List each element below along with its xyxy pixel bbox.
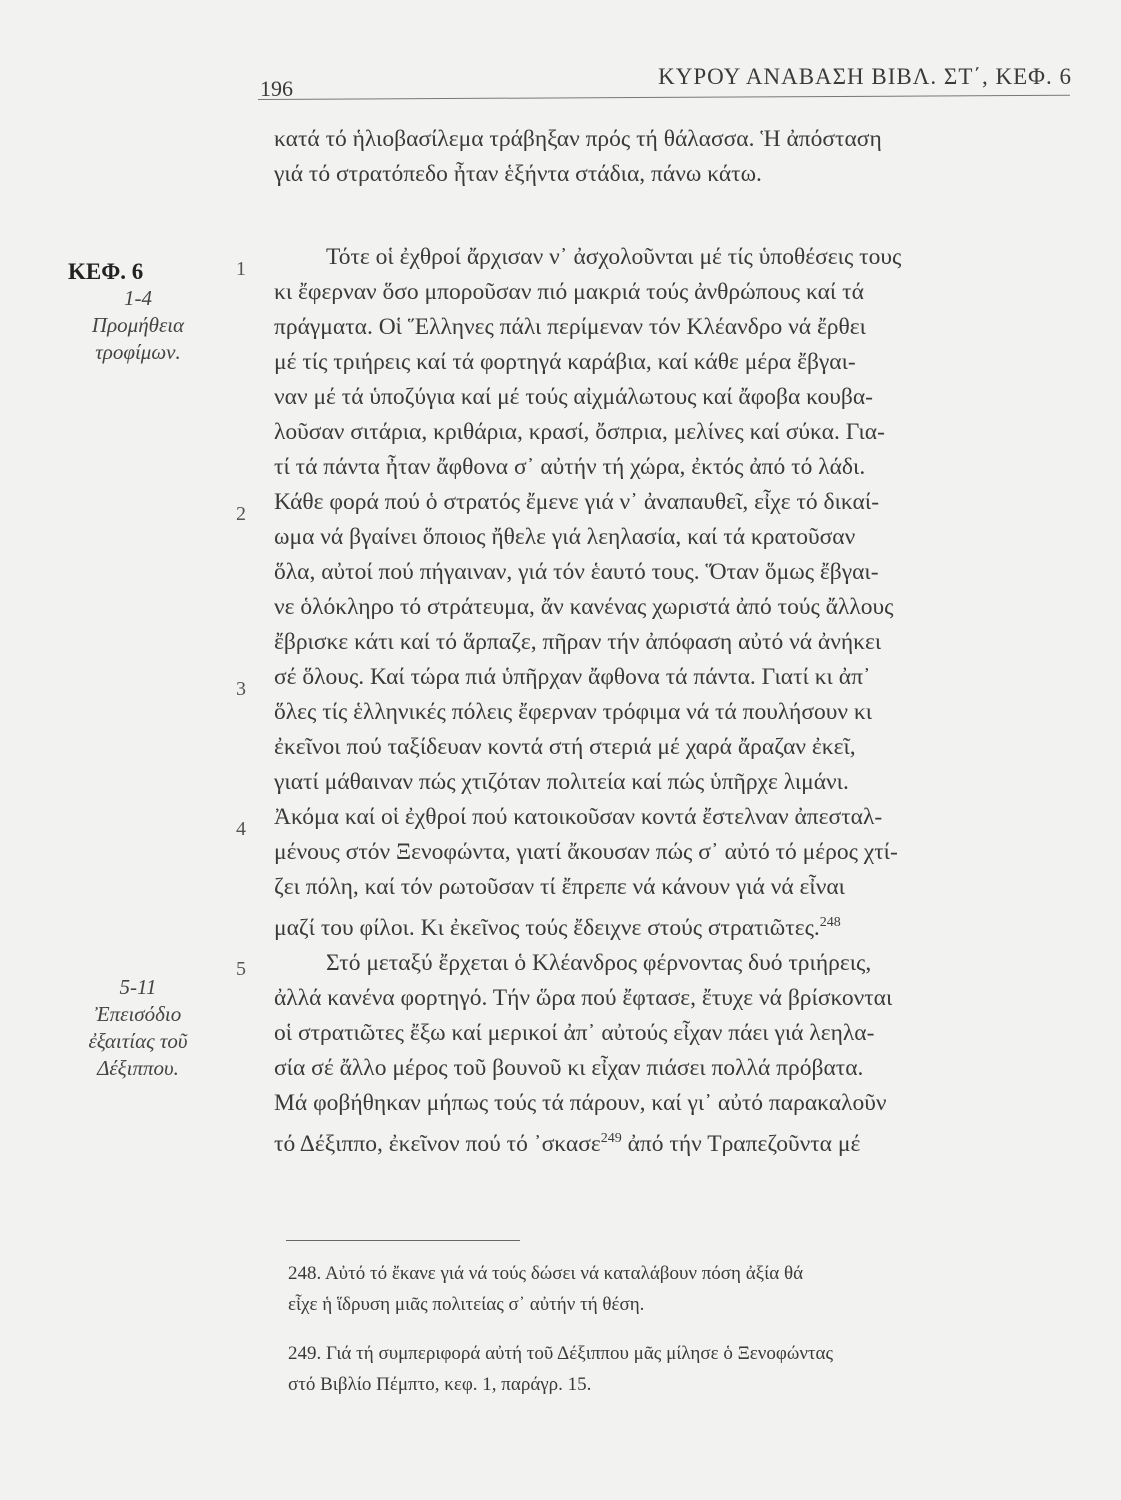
footnote-ref-249[interactable]: 249 [600,1131,622,1146]
text-line: Τότε οἱ ἐχθροί ἄρχισαν ν᾿ ἀσχολοῦνται μέ τίς ὑποθέσεις τους [326,244,902,270]
text-line: οἱ στρατιῶτες ἔξω καί μερικοί ἀπ᾿ αὐτούς εἶχαν πάει γιά λεηλα- [274,1020,875,1046]
footnote-line: εἶχε ἡ ἵδρυση μιᾶς πολιτείας σ᾿ αὐτήν τή θέση. [288,1294,645,1315]
text-line: Ἀκόμα καί οἱ ἐχθροί πού κατοικοῦσαν κοντά ἔστελναν ἀπεσταλ- [274,804,883,830]
footnote-ref-248[interactable]: 248 [819,915,841,930]
page-number: 196 [260,76,293,101]
running-head: ΚΥΡΟΥ ΑΝΑΒΑΣΗ ΒΙΒΛ. ΣΤ΄, ΚΕΦ. 6 [658,64,1072,89]
page-header [260,58,1072,101]
section-range: 5-11 [119,975,157,999]
text-line: ἔβρισκε κάτι καί τό ἅρπαζε, πῆραν τήν ἀπόφαση αὐτό νά ἀνήκει [274,629,882,655]
paragraph-number: 3 [236,678,246,700]
section-range: 1-4 [124,286,152,310]
margin-heading-episode [68,974,208,1082]
footnote-249 [288,1338,1088,1400]
text-line: κι ἔφερναν ὅσο μποροῦσαν πιό μακριά τούς ἀνθρώπους καί τά [274,279,864,305]
footnote-number: 248. [288,1263,322,1284]
section-title-line: Προμήθεια [91,313,185,337]
text-segment: τό Δέξιππο, ἐκεῖνον πού τό ᾿σκασε [274,1131,601,1157]
text-line: πράγματα. Οἱ Ἕλληνες πάλι περίμεναν τόν Κλέανδρο νά ἔρθει [274,314,866,340]
paragraph-number: 1 [236,258,246,280]
text-line: κατά τό ἡλιοβασίλεμα τράβηξαν πρός τή θάλασσα. Ἡ ἀπόσταση [274,126,882,152]
text-line: ζει πόλη, καί τόν ρωτοῦσαν τί ἔπρεπε νά κάνουν γιά νά εἶναι [274,874,845,900]
text-line: ἐκεῖνοι πού ταξίδευαν κοντά στή στεριά μέ χαρά ἄραζαν ἐκεῖ, [274,734,856,760]
text-line: Μά φοβήθηκαν μήπως τούς τά πάρουν, καί γι᾿ αὐτό παρακαλοῦν [274,1090,887,1116]
text-segment: ἀπό τήν Τραπεζοῦντα μέ [621,1131,861,1157]
intro-text [274,122,1074,192]
text-line: μέ τίς τριήρεις καί τά φορτηγά καράβια, καί κάθε μέρα ἔβγαι- [274,349,856,375]
text-line [274,1121,1074,1162]
text-line: ὅλα, αὐτοί πού πήγαιναν, γιά τόν ἑαυτό τους. Ὅταν ὅμως ἔβγαι- [274,559,879,585]
section-title-line: τροφίμων. [95,340,181,364]
footnote-line: Αὐτό τό ἔκανε γιά νά τούς δώσει νά καταλάβουν πόση ἀξία θά [324,1263,804,1284]
text-line: Στό μεταξύ ἔρχεται ὁ Κλέανδρος φέρνοντας δυό τριήρεις, [326,950,872,976]
footnote-line: Γιά τή συμπεριφορά αὐτή τοῦ Δέξιππου μᾶς μίλησε ὁ Ξενοφώντας [326,1343,834,1364]
margin-heading-provisions [68,258,208,366]
text-line: τί τά πάντα ἦταν ἄφθονα σ᾿ αὐτήν τή χώρα, ἐκτός ἀπό τό λάδι. [274,454,866,480]
text-line: νε ὁλόκληρο τό στράτευμα, ἄν κανένας χωριστά ἀπό τούς ἄλλους [274,594,894,620]
main-text [274,240,1074,1162]
text-line: ωμα νά βγαίνει ὅποιος ἤθελε γιά λεηλασία, καί τά κρατοῦσαν [274,524,856,550]
footnote-line: στό Βιβλίο Πέμπτο, κεφ. 1, παράγρ. 15. [288,1374,592,1395]
section-title-line: Ἐπεισόδιο [94,1002,182,1026]
text-line: γιατί μάθαιναν πώς χτιζόταν πολιτεία καί πώς ὑπῆρχε λιμάνι. [274,769,849,795]
text-line: ἀλλά κανένα φορτηγό. Τήν ὥρα πού ἔφτασε, ἔτυχε νά βρίσκονται [274,985,893,1011]
text-line: λοῦσαν σιτάρια, κριθάρια, κρασί, ὄσπρια, μελίνες καί σύκα. Για- [274,419,885,445]
paragraph-number: 2 [236,503,246,525]
paragraph-number: 4 [236,818,246,840]
text-line: σία σέ ἄλλο μέρος τοῦ βουνοῦ κι εἶχαν πιάσει πολλά πρόβατα. [274,1055,864,1081]
footnotes [288,1258,1088,1418]
text-segment: μαζί του φίλοι. Κι ἐκεῖνος τούς ἔδειχνε στούς στρατιῶτες. [274,915,820,941]
text-line: μένους στόν Ξενοφώντα, γιατί ἄκουσαν πώς σ᾿ αὐτό τό μέρος χτί- [274,839,898,865]
footnote-248 [288,1258,1088,1320]
text-line: σέ ὅλους. Καί τώρα πιά ὑπῆρχαν ἄφθονα τά πάντα. Γιατί κι ἀπ᾿ [274,664,871,690]
paragraph-number: 5 [236,958,246,980]
chapter-label: ΚΕΦ. 6 [68,259,144,284]
text-line: ναν μέ τά ὑποζύγια καί μέ τούς αἰχμάλωτους καί ἄφοβα κουβα- [274,384,873,410]
text-line: Κάθε φορά πού ὁ στρατός ἔμενε γιά ν᾿ ἀναπαυθεῖ, εἶχε τό δικαί- [274,489,880,515]
section-title-line: ἐξαιτίας τοῦ [88,1029,188,1053]
footnote-rule [286,1240,520,1241]
footnote-number: 249. [288,1343,322,1364]
section-title-line: Δέξιππου. [97,1056,179,1080]
text-line [274,905,1074,946]
text-line: ὅλες τίς ἑλληνικές πόλεις ἔφερναν τρόφιμα νά τά πουλήσουν κι [274,699,873,725]
text-line: γιά τό στρατόπεδο ἦταν ἑξήντα στάδια, πάνω κάτω. [274,161,762,187]
